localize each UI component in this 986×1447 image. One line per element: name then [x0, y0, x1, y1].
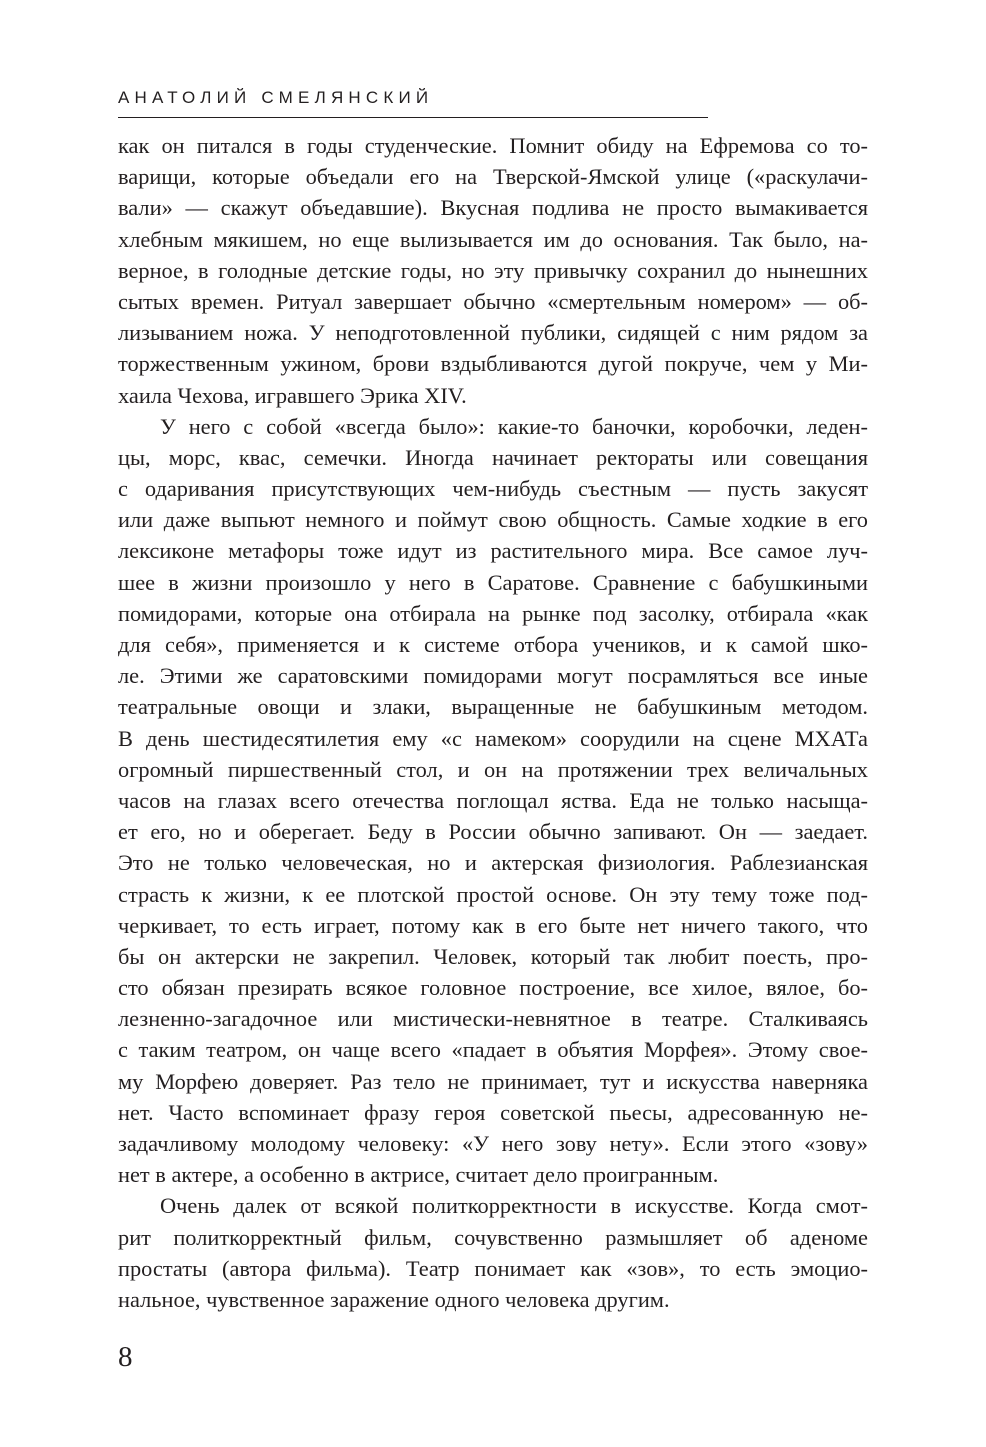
text-line: страсть к жизни, к ее плотской простой основе. Он эту тему тоже под- [118, 881, 868, 907]
text-line: ле. Этими же саратовскими помидорами могут посрамляться все иные [118, 663, 868, 689]
text-line: ет его, но и оберегает. Беду в России обычно запивают. Он — заедает. [118, 819, 868, 845]
text-line: варищи, которые объедали его на Тверской-Ямской улице («раскулачи- [118, 164, 868, 190]
text-line: Очень далек от всякой политкорректности в искусстве. Когда смот- [160, 1193, 868, 1219]
text-line: задачливому молодому человеку: «У него зову нету». Если этого «зову» [118, 1131, 868, 1156]
text-line: с одаривания присутствующих чем-нибудь съестным — пусть закусят [118, 476, 868, 502]
text-line: с таким театром, он чаще всего «падает в объятия Морфея». Этому свое- [118, 1037, 868, 1063]
text-line: хаила Чехова, игравшего Эрика XIV. [118, 382, 467, 408]
text-line: для себя», применяется и к системе отбора учеников, и к самой шко- [118, 632, 868, 657]
text-line: сто обязан презирать всякое головное построение, все хилое, вялое, бо- [118, 975, 868, 1001]
text-line: В день шестидесятилетия ему «с намеком» соорудили на сцене МХАТа [118, 725, 868, 751]
text-line: часов на глазах всего отечества поглощал яства. Еда не только насыща- [118, 787, 868, 813]
text-line: му Морфею доверяет. Раз тело не принимает, тут и искусства наверняка [118, 1068, 868, 1094]
text-line: рит политкорректный фильм, сочувственно размышляет об аденоме [118, 1224, 868, 1250]
text-line: огромный пиршественный стол, и он на протяжении трех величальных [118, 756, 868, 782]
text-line: помидорами, которые она отбирала на рынке под засолку, отбирала «как [118, 600, 868, 626]
text-line: вали» — скажут объедавшие). Вкусная подлива не просто вымакивается [118, 195, 868, 221]
text-line: нальное, чувственное заражение одного человека другим. [118, 1286, 670, 1312]
paragraph [118, 1190, 868, 1315]
text-line: или даже выпьют немного и поймут свою общность. Самые ходкие в его [118, 507, 868, 533]
running-head: АНАТОЛИЙ СМЕЛЯНСКИЙ [118, 88, 434, 107]
text-line: торжественным ужином, брови вздыбливаются дугой покруче, чем у Ми- [118, 351, 868, 377]
text-line: хлебным мякишем, но еще вылизывается им до основания. Так было, на- [118, 226, 868, 252]
text-line: Это не только человеческая, но и актерская физиология. Раблезианская [118, 850, 868, 876]
text-line: цы, морс, квас, семечки. Иногда начинает ректораты или совещания [118, 444, 868, 470]
text-line: черкивает, то есть играет, потому как в его быте нет ничего такого, что [118, 912, 868, 938]
text-line: шее в жизни произошло у него в Саратове. Сравнение с бабушкиными [118, 569, 868, 595]
text-line: лексиконе метафоры тоже идут из растительного мира. Все самое луч- [118, 538, 868, 564]
text-line: сытых времен. Ритуал завершает обычно «смертельным номером» — об- [118, 288, 868, 314]
text-line: У него с собой «всегда было»: какие-то баночки, коробочки, леден- [160, 413, 868, 439]
text-line: верное, в голодные детские годы, но эту привычку сохранил до нынешних [118, 257, 868, 283]
text-line: лезненно-загадочное или мистически-невнятное в театре. Сталкиваясь [118, 1006, 868, 1032]
header-rule [118, 117, 708, 118]
text-line: театральные овощи и злаки, выращенные не бабушкиным методом. [118, 694, 868, 720]
paragraph [118, 130, 868, 411]
text-line: простаты (автора фильма). Театр понимает как «зов», то есть эмоцио- [118, 1255, 868, 1281]
body-text [118, 130, 868, 1315]
text-line: лизыванием ножа. У неподготовленной публики, сидящей с ним рядом за [118, 320, 868, 346]
text-line: как он питался в годы студенческие. Помнит обиду на Ефремова со то- [118, 133, 868, 158]
text-line: нет в актере, а особенно в актрисе, считает дело проигранным. [118, 1162, 719, 1188]
text-line: нет. Часто вспоминает фразу героя советской пьесы, адресованную не- [118, 1099, 868, 1125]
paragraph [118, 411, 868, 1191]
page-number: 8 [118, 1341, 133, 1373]
text-line: бы он актерски не закрепил. Человек, который так любит поесть, про- [118, 943, 868, 969]
